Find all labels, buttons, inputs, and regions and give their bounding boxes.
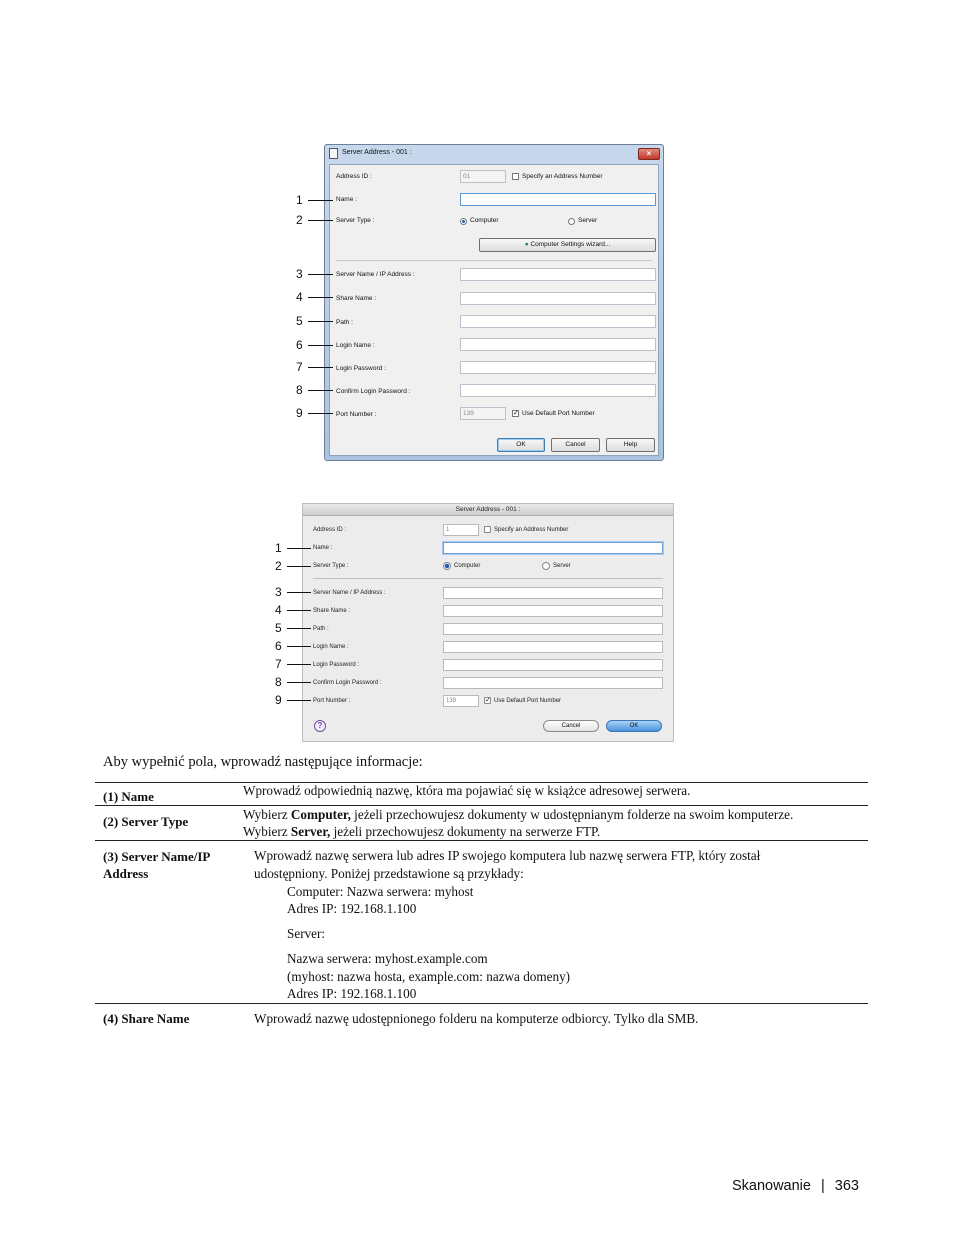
address-id-field[interactable]: 01 [460, 170, 506, 183]
share-name-label: Share Name : [313, 608, 351, 614]
row-label-name: (1) Name [103, 789, 154, 804]
callout-line [287, 664, 311, 665]
path-field[interactable] [443, 623, 663, 635]
use-default-port-checkbox[interactable]: ✓ [485, 696, 491, 704]
dialog-title: Server Address - 001 : [455, 506, 521, 513]
server-radio[interactable] [568, 218, 575, 225]
specify-address-label: Specify an Address Number [522, 173, 603, 180]
computer-radio-label: Computer [454, 563, 481, 569]
application-icon [329, 148, 338, 159]
page-footer [732, 1178, 859, 1194]
callout-line [308, 274, 333, 275]
server-radio-label: Server [578, 217, 598, 224]
callout-line [308, 345, 333, 346]
address-id-label: Address ID : [336, 173, 372, 180]
computer-radio-label: Computer [470, 217, 499, 224]
server-type-label: Server Type : [336, 217, 375, 224]
dialog-title: Server Address - 001 : [342, 149, 412, 156]
specify-address-checkbox[interactable] [512, 173, 519, 180]
share-name-field[interactable] [443, 605, 663, 617]
name-label: Name : [336, 196, 357, 203]
callout-2: 2 [296, 213, 303, 227]
use-default-port-label: Use Default Port Number [522, 410, 595, 417]
login-password-label: Login Password : [313, 662, 360, 668]
callout-line [287, 566, 311, 567]
callout-5: 5 [275, 621, 282, 635]
login-name-label: Login Name : [313, 644, 349, 650]
login-password-field[interactable] [443, 659, 663, 671]
callout-line [287, 682, 311, 683]
address-id-label: Address ID : [313, 527, 347, 533]
callout-5: 5 [296, 314, 303, 328]
row-text-server-name-line3: Computer: Nazwa serwera: myhost [287, 884, 474, 899]
callout-1: 1 [275, 541, 282, 555]
globe-icon: ● [524, 241, 529, 248]
row-text-server-name-line7: (myhost: nazwa hosta, example.com: nazwa domeny) [287, 969, 571, 984]
row-text-server-type-line1: Wybierz Computer, jeżeli przechowujesz dokumenty w udostępnianym folderze na swoim komputerze. [243, 807, 794, 822]
path-label: Path : [313, 626, 329, 632]
dialog-titlebar [303, 504, 673, 516]
callout-7: 7 [275, 657, 282, 671]
ok-button[interactable]: OK [497, 438, 545, 452]
callout-line [287, 700, 311, 701]
callout-2: 2 [275, 559, 282, 573]
callout-line [308, 321, 333, 322]
footer-section: Skanowanie [731, 1178, 811, 1194]
login-password-field[interactable] [460, 361, 656, 374]
callout-4: 4 [296, 290, 303, 304]
callout-line [287, 610, 311, 611]
server-name-label: Server Name / IP Address : [336, 271, 415, 278]
dialog-client-area [329, 164, 659, 456]
use-default-port-label: Use Default Port Number [494, 698, 562, 704]
callout-8: 8 [296, 383, 303, 397]
row-label-share-name: (4) Share Name [103, 1011, 190, 1026]
server-radio[interactable] [542, 562, 550, 570]
row-label-server-type: (2) Server Type [103, 814, 189, 829]
row-text-server-name-line8: Adres IP: 192.168.1.100 [287, 986, 417, 1001]
server-name-field[interactable] [443, 587, 663, 599]
callout-line [308, 413, 333, 414]
port-number-label: Port Number : [313, 698, 351, 704]
callout-1: 1 [296, 193, 303, 207]
row-text-server-type-line2: Wybierz Server, jeżeli przechowujesz dokumenty na serwerze FTP. [243, 824, 601, 839]
confirm-password-label: Confirm Login Password : [313, 680, 382, 686]
path-label: Path : [336, 319, 353, 326]
port-number-field[interactable]: 139 [460, 407, 506, 420]
callout-9: 9 [275, 693, 282, 707]
callout-line [287, 628, 311, 629]
callout-3: 3 [275, 585, 282, 599]
login-name-label: Login Name : [336, 342, 375, 349]
address-id-field[interactable]: 1 [443, 524, 479, 536]
callout-7: 7 [296, 360, 303, 374]
row-text-share-name: Wprowadź nazwę udostępnionego folderu na komputerze odbiorcy. Tylko dla SMB. [254, 1011, 699, 1026]
table-rule [95, 1003, 868, 1004]
separator [336, 260, 652, 261]
server-name-field[interactable] [460, 268, 656, 281]
ok-button[interactable]: OK [606, 720, 662, 732]
wizard-button-label: Computer Settings wizard... [530, 241, 611, 248]
server-radio-label: Server [553, 563, 571, 569]
dialog-titlebar [325, 145, 663, 163]
help-icon[interactable]: ? [314, 720, 326, 732]
callout-line [308, 367, 333, 368]
callout-line [308, 200, 333, 201]
close-button[interactable]: × [638, 148, 660, 160]
share-name-label: Share Name : [336, 295, 377, 302]
name-label: Name : [313, 545, 333, 551]
specify-address-checkbox[interactable] [484, 526, 491, 533]
login-password-label: Login Password : [336, 365, 386, 372]
callout-8: 8 [275, 675, 282, 689]
callout-line [287, 592, 311, 593]
row-text-server-name-line6: Nazwa serwera: myhost.example.com [287, 951, 488, 966]
name-field[interactable] [460, 193, 656, 206]
callout-9: 9 [296, 406, 303, 420]
confirm-password-field[interactable] [443, 677, 663, 689]
intro-text: Aby wypełnić pola, wprowadź następujące informacje: [103, 754, 423, 770]
row-text-server-name-line1: Wprowadź nazwę serwera lub adres IP swojego komputera lub nazwę serwera FTP, który został [254, 848, 761, 863]
row-text-server-name-line2: udostępniony. Poniżej przedstawione są przykłady: [254, 866, 524, 881]
callout-4: 4 [275, 603, 282, 617]
callout-line [308, 220, 333, 221]
footer-separator: | [820, 1178, 825, 1194]
path-field[interactable] [460, 315, 656, 328]
row-text-server-name-line4: Adres IP: 192.168.1.100 [287, 901, 417, 916]
confirm-password-label: Confirm Login Password : [336, 388, 411, 395]
name-field[interactable] [443, 542, 663, 554]
help-button[interactable]: Help [606, 438, 655, 452]
cancel-button[interactable]: Cancel [543, 720, 599, 732]
confirm-password-field[interactable] [460, 384, 656, 397]
callout-line [287, 646, 311, 647]
computer-radio[interactable] [460, 218, 467, 225]
port-number-field[interactable]: 139 [443, 695, 479, 707]
callout-6: 6 [296, 338, 303, 352]
mac-server-address-dialog [302, 503, 674, 742]
windows-server-address-dialog [324, 144, 664, 461]
login-name-field[interactable] [460, 338, 656, 351]
row-label-server-name-line1: (3) Server Name/IP [103, 849, 211, 864]
callout-line [308, 390, 333, 391]
callout-6: 6 [275, 639, 282, 653]
callout-3: 3 [296, 267, 303, 281]
computer-settings-wizard-button[interactable] [479, 238, 656, 252]
server-type-label: Server Type : [313, 563, 349, 569]
callout-line [308, 297, 333, 298]
row-text-name: Wprowadź odpowiednią nazwę, która ma pojawiać się w książce adresowej serwera. [243, 783, 691, 798]
server-name-label: Server Name / IP Address : [313, 590, 386, 596]
separator [313, 578, 663, 579]
use-default-port-checkbox[interactable]: ✓ [513, 409, 519, 417]
page-number: 363 [834, 1178, 859, 1194]
row-label-server-name-line2: Address [103, 866, 149, 881]
cancel-button[interactable]: Cancel [551, 438, 600, 452]
port-number-label: Port Number : [336, 411, 377, 418]
computer-radio[interactable] [443, 562, 451, 570]
specify-address-label: Specify an Address Number [494, 527, 569, 533]
callout-line [287, 548, 311, 549]
table-rule [95, 840, 868, 841]
share-name-field[interactable] [460, 292, 656, 305]
row-text-server-name-line5: Server: [287, 926, 326, 941]
login-name-field[interactable] [443, 641, 663, 653]
